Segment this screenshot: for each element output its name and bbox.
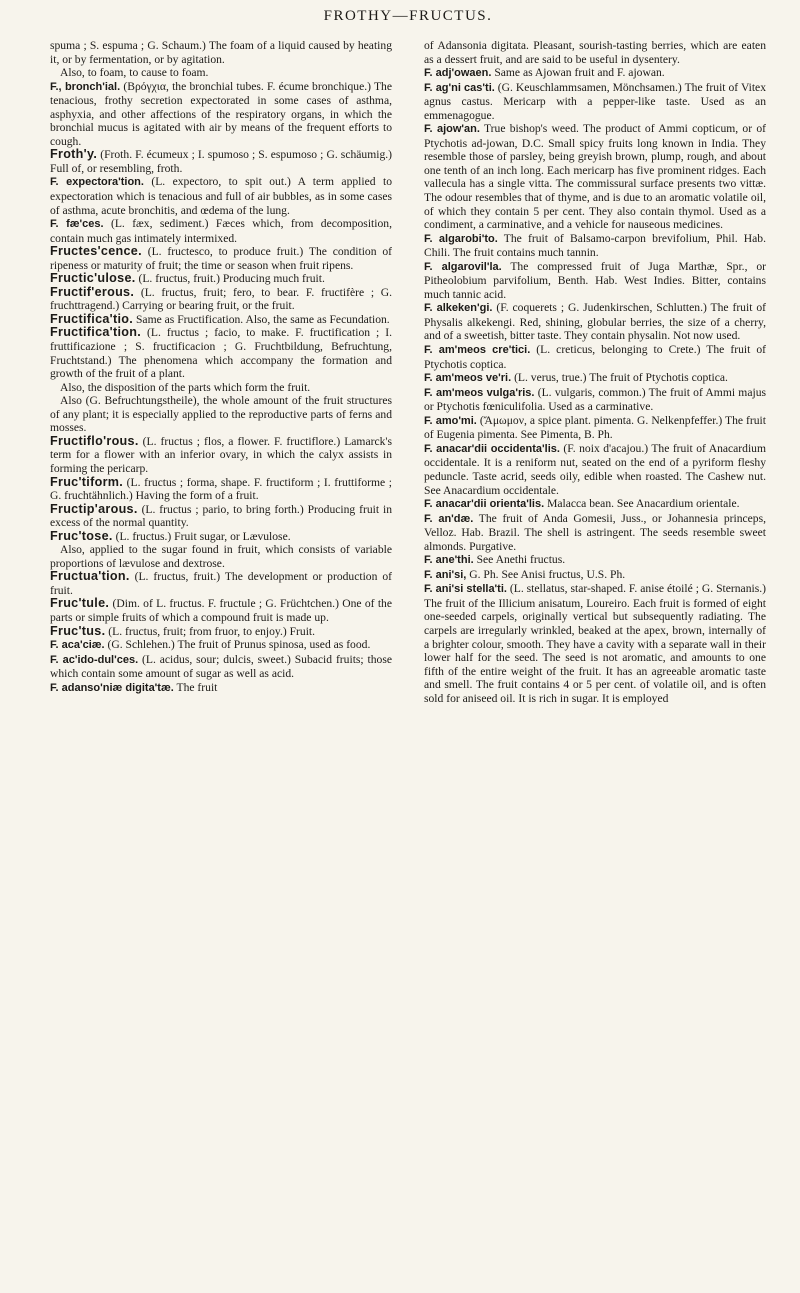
dictionary-entry [50, 530, 392, 544]
dictionary-entry [424, 442, 766, 497]
entry-definition: (L. fructus ; flos, a flower. F. fructiflore.) Lamarck's term for a flower with an inferior ovary, in which the calyx assists in forming the pericarp. [50, 434, 392, 475]
dictionary-entry [424, 582, 766, 705]
entry-headword: F. am'meos cre'tici. [424, 344, 531, 357]
entry-headword: Fructip'arous. [50, 501, 138, 516]
entry-definition: See Anethi fructus. [473, 553, 566, 567]
dictionary-entry [424, 512, 766, 554]
dictionary-entry [50, 597, 392, 624]
entry-definition: (L. fructus ; facio, to make. F. fructification ; I. fruttificazione ; S. fructificacion ; G. Fruchtbildung, Befruchtung, Fruchtstand.) The phenomena which accompany the formation and growth of the fruit of a plant. [50, 326, 392, 381]
entry-headword: F. am'meos ve'ri. [424, 372, 512, 385]
dictionary-entry [424, 301, 766, 343]
entry-headword: Fruc'tus. [50, 623, 106, 638]
dictionary-entry [50, 476, 392, 503]
right-column [424, 39, 766, 705]
entry-definition: (Froth. F. écumeux ; I. spumoso ; S. espumoso ; G. schäumig.) Full of, or resembling, froth. [50, 148, 392, 175]
entry-definition: True bishop's weed. The product of Ammi copticum, or of Ptychotis ad-jowan, D.C. Small spicy fruits long known in India. They resemble those of parsley, being greyish brown, plump, rough, and about one tenth of an inch long. Each mericarp has five prominent ridges. Each vallecula has a single vitta. The commissural surface presents two vittæ. The odour resembles that of thyme, and is due to an aromatic volatile oil, of which they contain 5 per cent. They also contain thymol. Used as a condiment, a carminative, and a vehicle for nauseous medicines. [424, 122, 766, 232]
dictionary-entry [50, 625, 392, 639]
entry-definition: The fruit [173, 680, 218, 694]
columns [50, 39, 766, 705]
continued-text: of Adansonia digitata. Pleasant, sourish-tasting berries, which are eaten as a dessert fruit, and are said to be useful in dysentery. [424, 39, 766, 66]
entry-definition: (G. Keuschlammsamen, Mönchsamen.) The fruit of Vitex agnus castus. Mericarp with a pepper-like taste. Used as an emmenagogue. [424, 80, 767, 122]
dictionary-entry [424, 81, 766, 123]
dictionary-entry [50, 80, 392, 149]
entry-paragraph: Also, to foam, to cause to foam. [60, 66, 209, 80]
entry-headword: Fruc'tule. [50, 596, 110, 611]
dictionary-entry [424, 343, 766, 371]
entry-headword: F. ac'ido-dul'ces. [50, 653, 139, 666]
dictionary-entry [50, 638, 392, 653]
dictionary-entry [424, 260, 766, 302]
entry-headword: F. alkeken'gi. [424, 302, 493, 315]
entry-headword: Fructes'cence. [50, 244, 142, 259]
entry-headword: Fructifica'tion. [50, 325, 142, 340]
entry-definition: (L. expectoro, to spit out.) A term applied to expectoration which is tenacious and full of air bubbles, as in some cases of asthma, acute bronchitis, and œdema of the lung. [50, 175, 392, 217]
entry-headword: Fructifica'tio. [50, 311, 134, 326]
entry-headword: Fructua'tion. [50, 569, 130, 584]
dictionary-entry [424, 66, 766, 81]
entry-definition: (L. stellatus, star-shaped. F. anise étoilé ; G. Sternanis.) The fruit of the Illicium anisatum, Loureiro. Each fruit is formed of eight one-seeded carpels, originally vertical but subsequently radiating. The carpels are irregularly wrinkled, beaked at the apex, brown, internally of a brighter colour, smooth. They have a cavity with a separate wall in their lower half for the seed. The seed is not aromatic, and amounts to one fifth of the entire weight of the fruit. It has an agreeable aromatic taste and smell. The fruit contains 4 or 5 per cent. of volatile oil, and is often sold for aniseed oil. It is rich in sugar. It is employed [424, 582, 766, 705]
entry-headword: F. ane'thi. [424, 554, 474, 567]
entry-headword: F. adanso'niæ digita'tæ. [50, 681, 174, 694]
entry-definition: (L. fructus ; pario, to bring forth.) Producing fruit in excess of the normal quantity. [50, 502, 392, 530]
entry-definition: (F. noix d'acajou.) The fruit of Anacardium occidentale. It is a reniform nut, seated on the end of a pyriform fleshy peduncle. Taste acrid, seeds oily, edible when roasted. The Cashew nut. See Anacardium occidentale. [424, 441, 767, 497]
entry-headword: F., bronch'ial. [50, 80, 121, 93]
entry-headword: F. expectora'tion. [50, 176, 144, 189]
dictionary-entry [50, 245, 392, 272]
entry-definition: (L. fructus, fruit.) Producing much fruit. [135, 272, 325, 286]
entry-definition: (Ἄμωμον, a spice plant. pimenta. G. Nelkenpfeffer.) The fruit of Eugenia pimenta. See Pimenta, B. Ph. [424, 413, 766, 442]
left-column [50, 39, 392, 705]
entry-definition: The compressed fruit of Juga Marthæ, Spr., or Pitheolobium parvifolium, Benth. Hab. West Indies. Bitter, contains much tannic acid. [424, 259, 766, 301]
dictionary-entry [424, 371, 766, 386]
continued-text: spuma ; S. espuma ; G. Schaum.) The foam of a liquid caused by heating it, or by fermentation, or by agitation. [50, 39, 392, 66]
entry-definition: (F. coquerets ; G. Judenkirschen, Schlutten.) The fruit of Physalis alkekengi. Red, shining, globular berries, the size of a cherry, and of a sweetish, bitter taste. They contain physalin. Not now used. [424, 301, 766, 343]
entry-headword: F. ajow'an. [424, 123, 480, 136]
entry-definition: (L. acidus, sour; dulcis, sweet.) Subacid fruits; those which contain some amount of sugar as well as acid. [50, 652, 392, 681]
entry-definition: G. Ph. See Anisi fructus, U.S. Ph. [466, 567, 626, 581]
entry-paragraph: Also (G. Befruchtungstheile), the whole amount of the fruit structures of any plant; it is especially applied to the reproductive parts of ferns and mosses. [50, 394, 392, 435]
entry-definition: Malacca bean. See Anacardium orientale. [544, 497, 740, 511]
entry-headword: Fruc'tose. [50, 528, 113, 543]
entry-definition: (L. fructus ; forma, shape. F. fructiform ; I. fruttiforme ; G. fruchtähnlich.) Having the form of a fruit. [50, 475, 392, 503]
dictionary-entry [50, 148, 392, 175]
entry-definition: (L. verus, true.) The fruit of Ptychotis coptica. [511, 371, 728, 385]
entry-definition: Same as Ajowan fruit and F. ajowan. [491, 66, 665, 80]
entry-definition: Same as Fructification. Also, the same as Fecundation. [133, 312, 390, 326]
entry-headword: F. amo'mi. [424, 414, 477, 427]
entry-definition: (L. fructus, fruit; fero, to bear. F. fructifère ; G. fruchttragend.) Carrying or bearing fruit, or the fruit. [50, 285, 392, 313]
running-head: FROTHY—FRUCTUS. [323, 8, 493, 24]
entry-headword: F. aca'ciæ. [50, 639, 105, 652]
dictionary-entry [50, 503, 392, 530]
entry-headword: Fructiflo'rous. [50, 433, 139, 448]
dictionary-entry [50, 653, 392, 681]
entry-headword: F. an'dæ. [424, 512, 474, 525]
entry-definition: (L. fructus.) Fruit sugar, or Lævulose. [112, 529, 291, 543]
entry-definition: (Dim. of L. fructus. F. fructule ; G. Früchtchen.) One of the parts or simple fruits of which a compound fruit is made up. [50, 597, 392, 624]
dictionary-entry [424, 553, 766, 568]
dictionary-entry [50, 570, 392, 597]
entry-definition: The fruit of Anda Gomesii, Juss., or Johannesia princeps, Velloz. Hab. Brazil. The shell is astringent. The seeds resemble sweet almonds. Purgative. [424, 511, 766, 553]
entry-definition: (L. vulgaris, common.) The fruit of Ammi majus or Ptychotis fœniculifolia. Used as a carminative. [424, 385, 766, 414]
entry-headword: F. am'meos vulga'ris. [424, 386, 535, 399]
entry-headword: F. algarovil'la. [424, 260, 502, 273]
entry-headword: Froth'y. [50, 147, 98, 162]
dictionary-entry [50, 435, 392, 476]
entry-definition: (G. Schlehen.) The fruit of Prunus spinosa, used as food. [104, 638, 371, 652]
dictionary-entry [50, 313, 392, 327]
dictionary-entry [424, 568, 766, 583]
entry-definition: (Βρόγχια, the bronchial tubes. F. écume bronchique.) The tenacious, frothy secretion expectorated in some cases of asthma, asphyxia, and other affections of the respiratory organs, in which the bronchial mucus is agitated with air by means of the frequent efforts to cough. [50, 79, 392, 148]
dictionary-entry [50, 326, 392, 380]
dictionary-entry [424, 386, 766, 414]
entry-definition: (L. fructus, fruit; from fruor, to enjoy.) Fruit. [105, 624, 316, 638]
entry-definition: (L. creticus, belonging to Crete.) The fruit of Ptychotis coptica. [424, 343, 766, 371]
entry-headword: F. algarobi'to. [424, 232, 498, 245]
entry-headword: F. adj'owaen. [424, 67, 492, 80]
entry-headword: Fructic'ulose. [50, 271, 136, 286]
entry-definition: The fruit of Balsamo-carpon brevifolium, Phil. Hab. Chili. The fruit contains much tannin. [424, 231, 767, 260]
entry-headword: F. fæ'ces. [50, 218, 104, 231]
entry-definition: (L. fructus, fruit.) The development or production of fruit. [50, 570, 392, 597]
entry-headword: F. anacar'dii occidenta'lis. [424, 442, 560, 455]
entry-headword: F. anacar'dii orienta'lis. [424, 498, 545, 511]
dictionary-entry [50, 175, 392, 217]
entry-headword: F. ani'si stella'ti. [424, 583, 507, 596]
entry-headword: F. ag'ni cas'ti. [424, 81, 495, 94]
dictionary-entry [50, 272, 392, 286]
entry-definition: (L. fæx, sediment.) Fæces which, from decomposition, contain much gas intimately intermixed. [50, 217, 392, 245]
entry-definition: (L. fructesco, to produce fruit.) The condition of ripeness or maturity of fruit; the time or season when fruit ripens. [50, 245, 392, 272]
dictionary-entry [50, 286, 392, 313]
entry-paragraph: Also, the disposition of the parts which form the fruit. [60, 380, 311, 394]
entry-headword: Fructif'erous. [50, 284, 135, 299]
dictionary-entry [50, 681, 392, 696]
dictionary-entry [50, 217, 392, 245]
entry-headword: F. ani'si, [424, 568, 467, 581]
entry-paragraph: Also, applied to the sugar found in fruit, which consists of variable proportions of lævulose and dextrose. [50, 543, 392, 570]
dictionary-entry [424, 497, 766, 512]
dictionary-entry [424, 122, 766, 231]
dictionary-entry [424, 414, 766, 442]
entry-headword: Fruc'tiform. [50, 474, 124, 489]
dictionary-entry [424, 232, 766, 260]
